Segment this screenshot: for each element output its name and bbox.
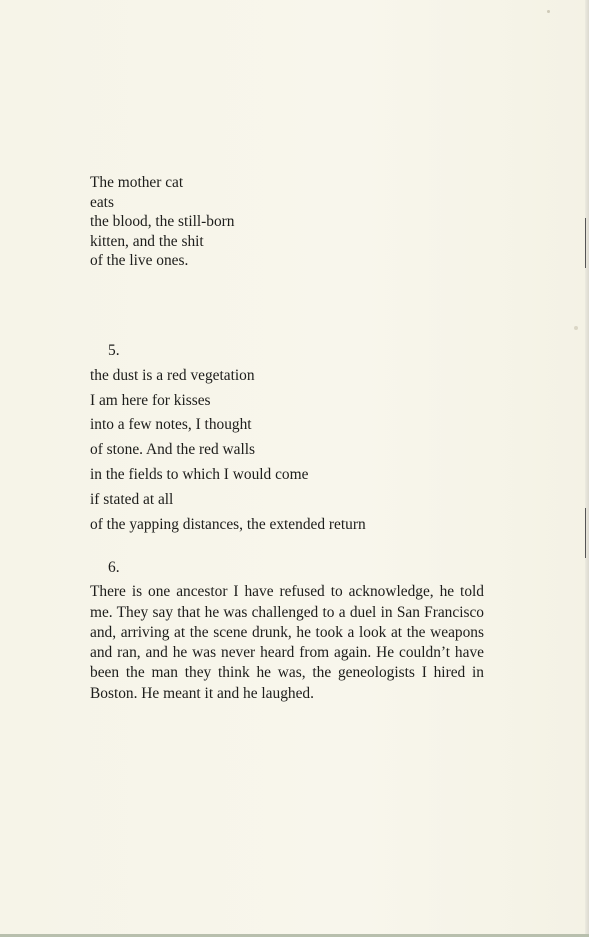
poem-line: the dust is a red vegetation — [90, 366, 255, 384]
poem-line: I am here for kisses — [90, 391, 211, 409]
poem-line: if stated at all — [90, 490, 174, 508]
poem-line: The mother cat — [90, 174, 184, 191]
binding-mark — [585, 508, 586, 558]
poem-stanza-mother-cat — [90, 173, 234, 271]
poem-line: of stone. And the red walls — [90, 441, 255, 459]
poem-line: the blood, the still-born — [90, 213, 235, 230]
poem-line: of the live ones. — [90, 252, 189, 269]
section-number: 5. — [108, 342, 120, 359]
poem-section-6 — [90, 558, 484, 704]
poem-line: into a few notes, I thought — [90, 416, 252, 434]
prose-paragraph: There is one ancestor I have refused to acknowledge, he told me. They say that he was challenged to a duel in San Francisco and, arriving at the scene drunk, he took a look at the weapons and ran, and he was never heard from again. He couldn’t have been the man they think he was, the geneologists I hired in Boston. He meant it and he laughed. — [90, 583, 484, 702]
paper-speck — [547, 10, 550, 13]
page-edge — [585, 0, 589, 937]
poem-section-5 — [90, 339, 366, 537]
poem-line: eats — [90, 193, 114, 211]
poem-line: of the yapping distances, the extended return — [90, 515, 366, 533]
paper-speck — [574, 326, 578, 330]
binding-mark — [585, 218, 586, 268]
poem-line: in the fields to which I would come — [90, 465, 309, 483]
poem-line: kitten, and the shit — [90, 232, 204, 250]
section-number: 6. — [108, 559, 120, 576]
